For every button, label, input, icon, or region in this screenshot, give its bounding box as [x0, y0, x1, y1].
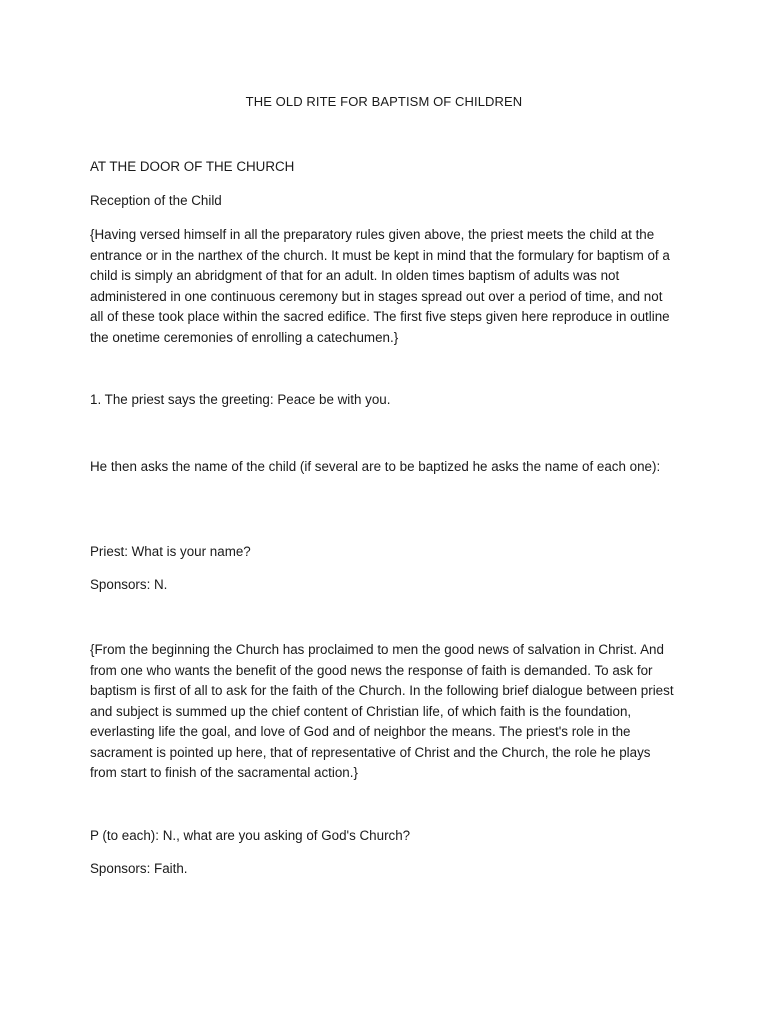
document-title: THE OLD RITE FOR BAPTISM OF CHILDREN — [245, 94, 523, 109]
greeting-paragraph: 1. The priest says the greeting: Peace be with you. — [90, 392, 391, 407]
name-question-paragraph: He then asks the name of the child (if several are to be baptized he asks the name of each one): — [90, 459, 661, 474]
dialogue-line: Sponsors: N. — [90, 577, 168, 592]
dialogue-line: Priest: What is your name? — [90, 544, 251, 559]
subheading: Reception of the Child — [90, 193, 222, 208]
dialogue-line: P (to each): N., what are you asking of God's Church? — [90, 828, 411, 843]
commentary-paragraph: {From the beginning the Church has proclaimed to men the good news of salvation in Christ. And from one who wants the benefit of the good news the response of faith is demanded. To ask for baptism is first of all to ask for the faith of the Church. In the following brief dialogue between priest and subject is summed up the chief content of Christian life, of which faith is the foundation, everlasting life the goal, and love of God and of neighbor the means. The priest's role in the sacrament is pointed up here, that of representative of Christ and the Church, the role he plays from start to finish of the sacramental action.} — [90, 642, 674, 780]
dialogue-line: Sponsors: Faith. — [90, 861, 188, 876]
intro-paragraph: {Having versed himself in all the preparatory rules given above, the priest meets the child at the entrance or in the narthex of the church. It must be kept in mind that the formulary for baptism of a child is simply an abridgment of that for an adult. In olden times baptism of adults was not administered in one continuous ceremony but in stages spread out over a period of time, and not all of these took place within the sacred edifice. The first five steps given here reproduce in outline the onetime ceremonies of enrolling a catechumen.} — [90, 227, 670, 345]
section-heading: AT THE DOOR OF THE CHURCH — [90, 159, 295, 174]
